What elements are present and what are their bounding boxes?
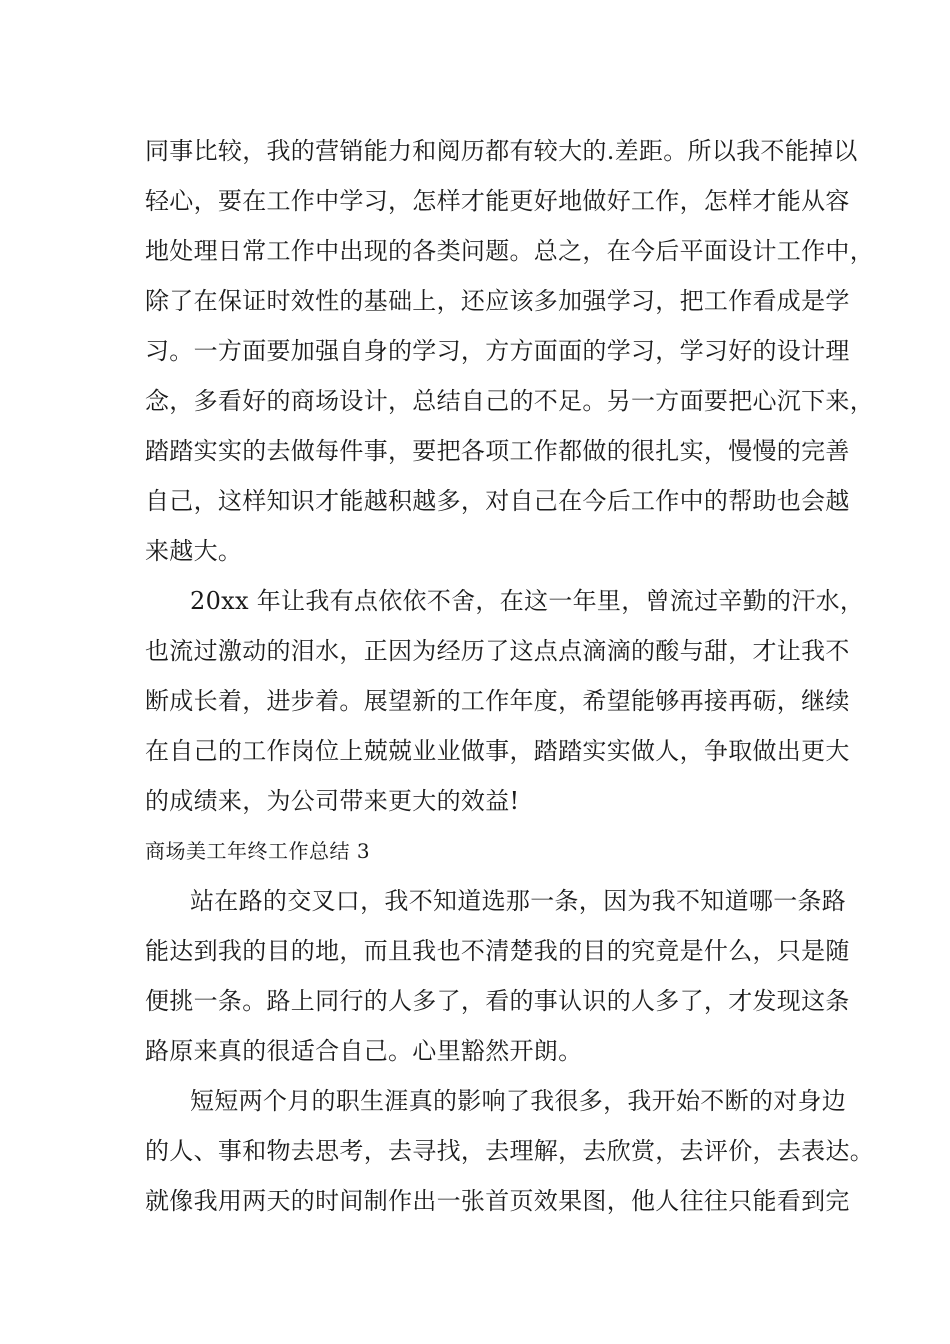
paragraph-line: 站在路的交叉口，我不知道选那一条，因为我不知道哪一条路 xyxy=(190,887,847,915)
paragraph-line: 也流过激动的泪水，正因为经历了这点点滴滴的酸与甜，才让我不 xyxy=(145,637,850,665)
paragraph-line: 短短两个月的职生涯真的影响了我很多，我开始不断的对身边 xyxy=(190,1087,847,1115)
paragraph-line: 习。一方面要加强自身的学习，方方面面的学习，学习好的设计理 xyxy=(145,337,850,365)
paragraph-line: 就像我用两天的时间制作出一张首页效果图，他人往往只能看到完 xyxy=(145,1187,850,1215)
paragraph-line: 的人、事和物去思考，去寻找，去理解，去欣赏，去评价，去表达。 xyxy=(145,1137,874,1165)
paragraph-line: 轻心，要在工作中学习，怎样才能更好地做好工作，怎样才能从容 xyxy=(145,187,850,215)
paragraph-line: 断成长着，进步着。展望新的工作年度，希望能够再接再砺，继续 xyxy=(145,687,850,715)
paragraph-line: 20xx 年让我有点依依不舍，在这一年里，曾流过辛勤的汗水， xyxy=(190,587,865,615)
paragraph-line: 在自己的工作岗位上兢兢业业做事，踏踏实实做人，争取做出更大 xyxy=(145,737,850,765)
paragraph-line: 便挑一条。路上同行的人多了，看的事认识的人多了，才发现这条 xyxy=(145,987,850,1015)
section-heading: 商场美工年终工作总结 3 xyxy=(145,839,371,863)
paragraph-line: 的成绩来，为公司带来更大的效益! xyxy=(145,787,520,815)
paragraph-line: 除了在保证时效性的基础上，还应该多加强学习，把工作看成是学 xyxy=(145,287,850,315)
paragraph-line: 自己，这样知识才能越积越多，对自己在今后工作中的帮助也会越 xyxy=(145,487,850,515)
paragraph-line: 地处理日常工作中出现的各类问题。总之，在今后平面设计工作中， xyxy=(145,237,874,265)
paragraph-line: 念，多看好的商场设计，总结自己的不足。另一方面要把心沉下来， xyxy=(145,387,874,415)
paragraph-line: 来越大。 xyxy=(145,537,243,565)
paragraph-line: 踏踏实实的去做每件事，要把各项工作都做的很扎实，慢慢的完善 xyxy=(145,437,850,465)
paragraph-line: 同事比较，我的营销能力和阅历都有较大的.差距。所以我不能掉以 xyxy=(145,137,858,165)
paragraph-line: 路原来真的很适合自己。心里豁然开朗。 xyxy=(145,1037,583,1065)
paragraph-line: 能达到我的目的地，而且我也不清楚我的目的究竟是什么，只是随 xyxy=(145,937,850,965)
